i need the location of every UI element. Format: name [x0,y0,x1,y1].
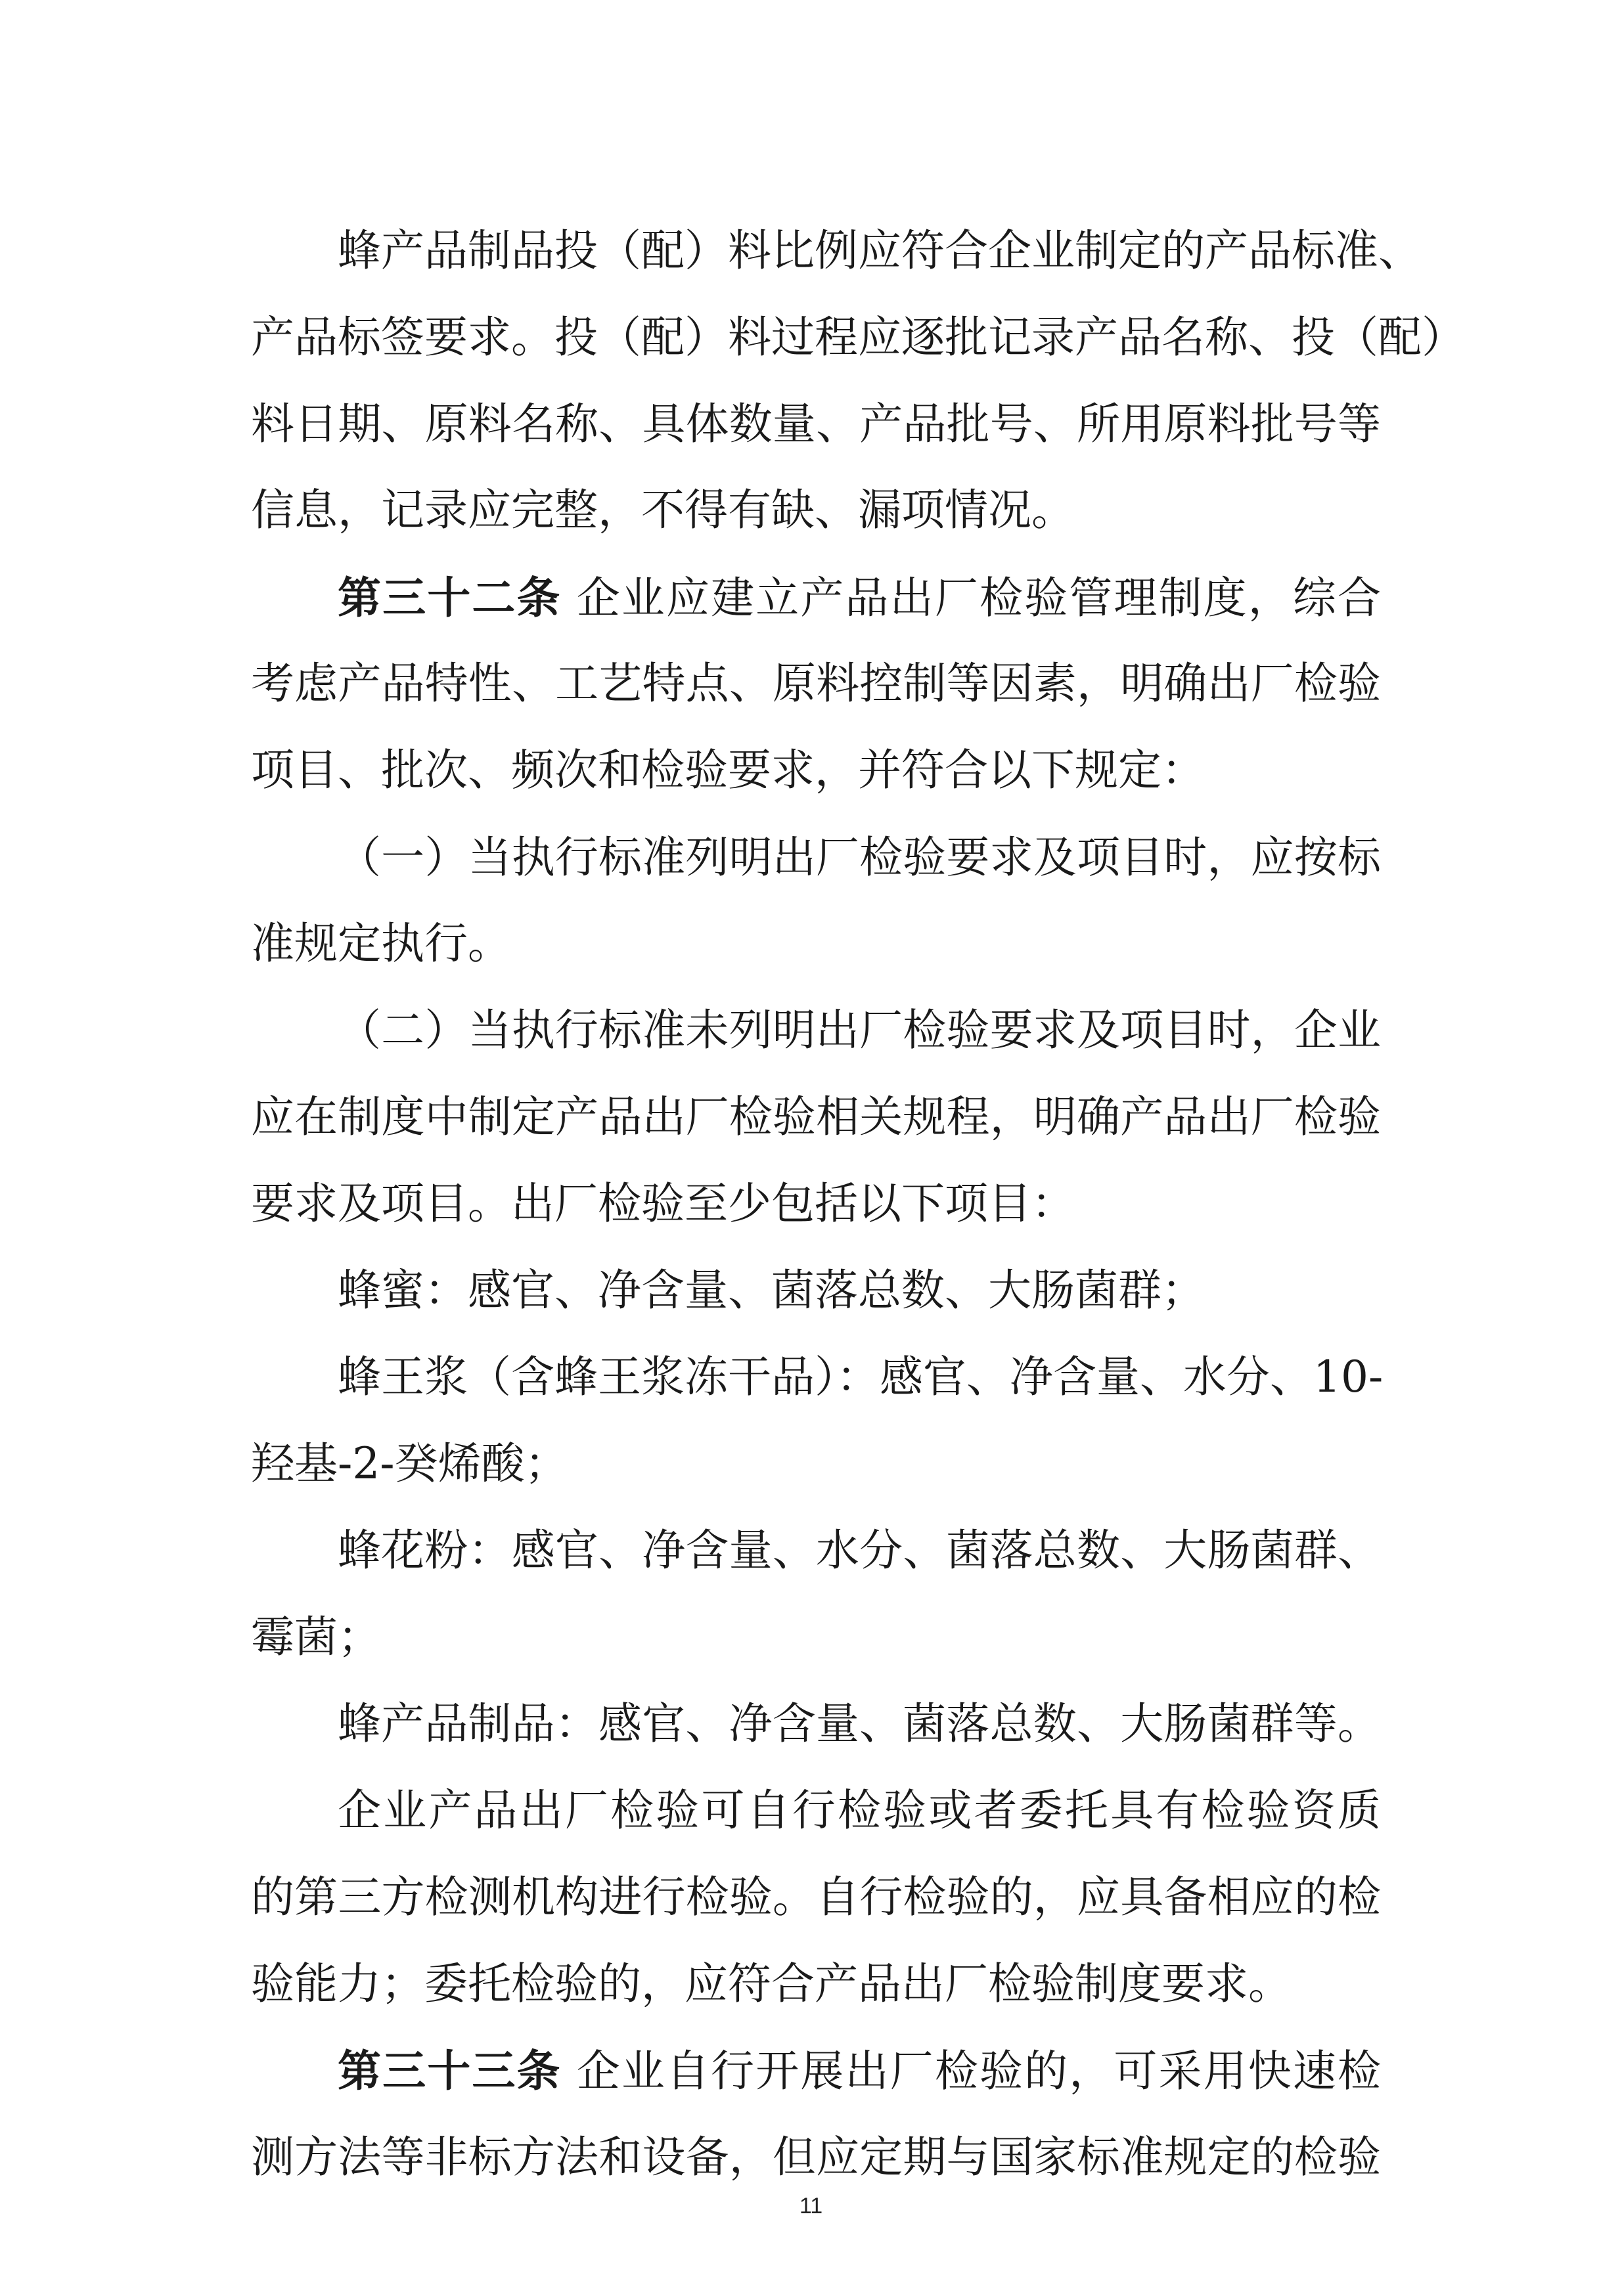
page-number: 11 [799,2194,823,2219]
text-line: 信息，记录应完整，不得有缺、漏项情况。 [251,485,1075,535]
item-line: 蜂花粉：感官、净含量、水分、菌落总数、大肠菌群、 [338,1525,1381,1576]
text-line: 霉菌； [251,1612,381,1662]
text-line: 料日期、原料名称、具体数量、产品批号、所用原料批号等 [251,399,1381,449]
text-line: 羟基-2-癸烯酸； [251,1438,568,1489]
text-line: 的第三方检测机构进行检验。自行检验的，应具备相应的检 [251,1872,1381,1922]
item-line: 蜂蜜：感官、净含量、菌落总数、大肠菌群； [338,1265,1205,1315]
text-line: 准规定执行。 [251,918,511,969]
article-33-line: 第三十三条 企业自行开展出厂检验的，可采用快速检 [338,2045,1381,2096]
article-32-line: 第三十二条 企业应建立产品出厂检验管理制度，综合 [338,572,1381,623]
text-line: 考虑产品特性、工艺特点、原料控制等因素，明确出厂检验 [251,658,1381,709]
clause-line: （一）当执行标准列明出厂检验要求及项目时，应按标 [338,832,1381,883]
text-line: 应在制度中制定产品出厂检验相关规程，明确产品出厂检验 [251,1092,1381,1142]
text-line: 测方法等非标方法和设备，但应定期与国家标准规定的检验 [251,2132,1381,2182]
text-line: 验能力；委托检验的，应符合产品出厂检验制度要求。 [251,1958,1292,2009]
article-number: 第三十二条 [338,572,562,623]
article-number: 第三十三条 [338,2045,562,2096]
text-line: 项目、批次、频次和检验要求，并符合以下规定： [251,745,1205,795]
text-line: 企业产品出厂检验可自行检验或者委托具有检验资质 [338,1785,1381,1836]
text-line: 蜂产品制品投（配）料比例应符合企业制定的产品标准、 [338,225,1422,276]
text-line: 产品标签要求。投（配）料过程应逐批记录产品名称、投（配） [251,312,1465,363]
item-line: 蜂王浆（含蜂王浆冻干品）：感官、净含量、水分、10- [338,1352,1384,1402]
text-line: 要求及项目。出厂检验至少包括以下项目： [251,1178,1075,1229]
item-line: 蜂产品制品：感官、净含量、菌落总数、大肠菌群等。 [338,1698,1381,1749]
clause-line: （二）当执行标准未列明出厂检验要求及项目时，企业 [338,1005,1381,1055]
